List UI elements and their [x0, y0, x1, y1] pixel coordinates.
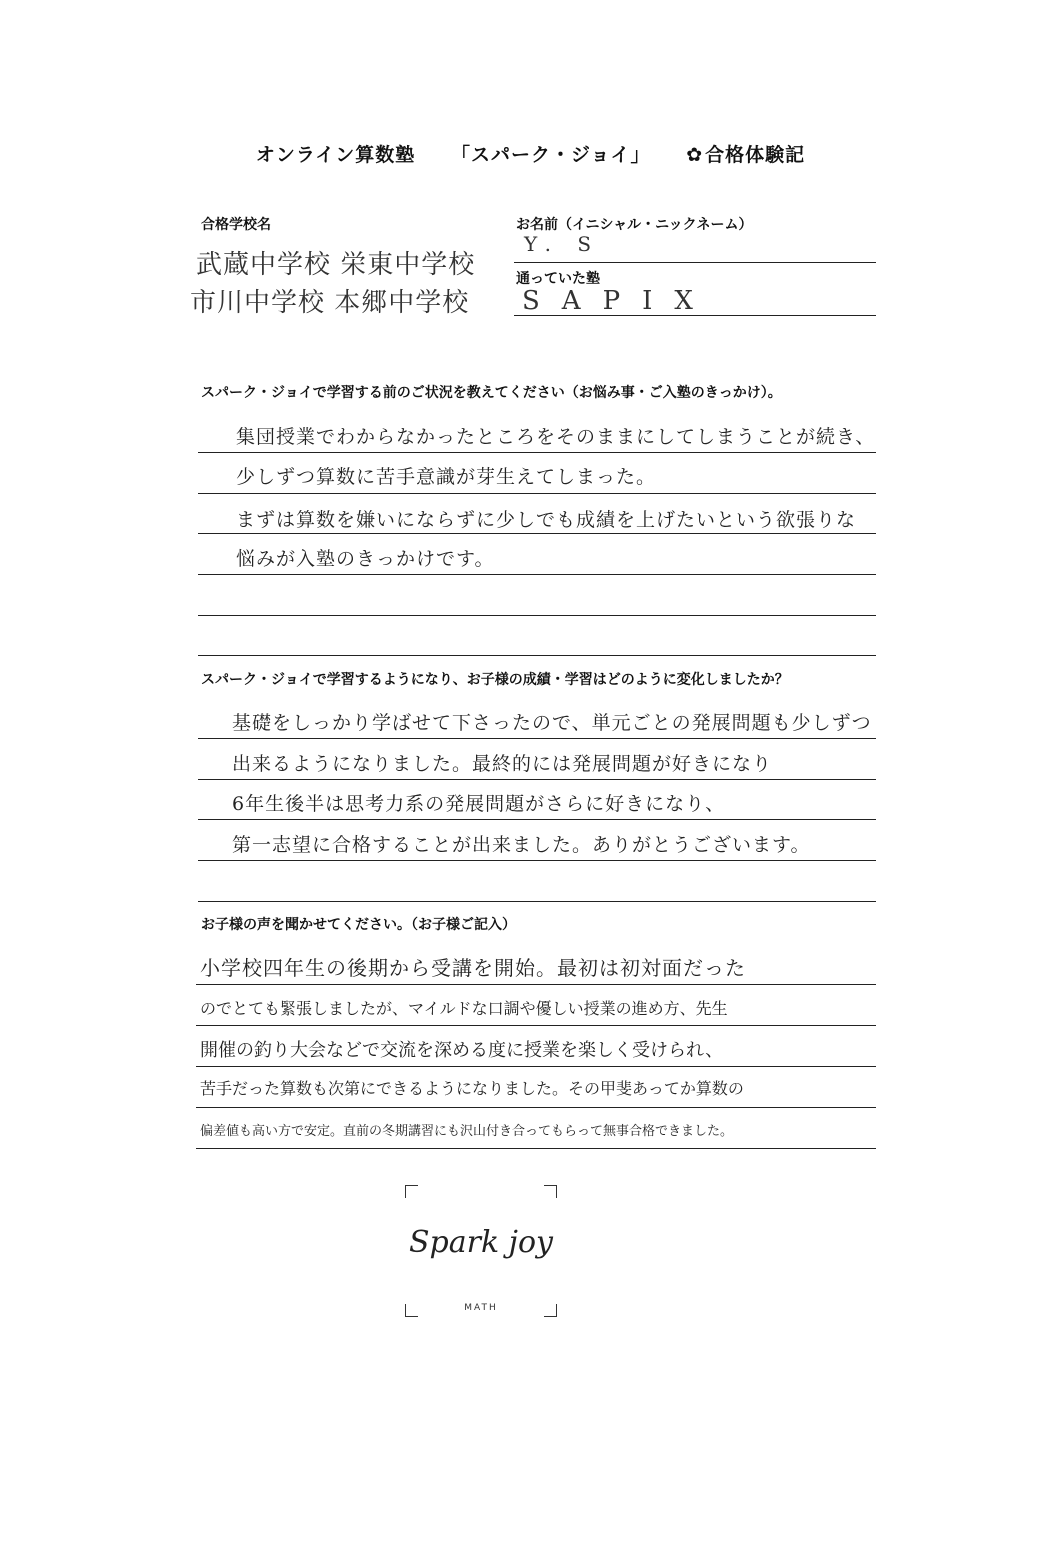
q3-rule-2	[196, 1025, 876, 1026]
school-label: 合格学校名	[201, 217, 271, 233]
logo-script-text: Spark joy	[408, 1225, 553, 1260]
q2-line-3: 6年生後半は思考力系の発展問題がさらに好きになり、	[232, 793, 726, 815]
q1-rule-2	[198, 493, 876, 494]
spark-joy-logo	[405, 1185, 557, 1317]
name-value: Y. S	[524, 232, 602, 256]
q3-rule-5	[196, 1148, 876, 1149]
q1-line-1: 集団授業でわからなかったところをそのままにしてしまうことが続き、	[236, 426, 876, 448]
q1-line-4: 悩みが入塾のきっかけです。	[236, 548, 495, 570]
title-brand: 「スパーク・ジョイ」	[450, 144, 651, 166]
juku-label: 通っていた塾	[516, 271, 600, 287]
school-line-1: 武蔵中学校 栄東中学校	[196, 250, 476, 280]
q3-line-4: 苦手だった算数も次第にできるようになりました。その甲斐あってか算数の	[200, 1079, 744, 1098]
q2-rule-3	[198, 819, 876, 820]
page-title	[0, 140, 1061, 167]
title-subject: ✿ 合格体験記	[686, 144, 806, 166]
q1-rule-1	[198, 452, 876, 453]
q1-rule-5	[198, 615, 876, 616]
q3-line-5: 偏差値も高い方で安定。直前の冬期講習にも沢山付き合ってもらって無事合格できました。	[200, 1124, 734, 1139]
name-rule	[514, 262, 876, 263]
q1-rule-3	[198, 533, 876, 534]
title-school-name: オンライン算数塾	[255, 144, 416, 166]
q1-rule-6	[198, 655, 876, 656]
juku-rule	[514, 315, 876, 316]
q2-rule-5	[198, 901, 876, 902]
q3-rule-3	[196, 1066, 876, 1067]
juku-value: SAPIX	[522, 286, 715, 316]
q1-label: スパーク・ジョイで学習する前のご状況を教えてください（お悩み事・ご入塾のきっかけ）。	[201, 385, 782, 401]
q3-line-1: 小学校四年生の後期から受講を開始。最初は初対面だった	[200, 956, 746, 980]
q1-line-2: 少しずつ算数に苦手意識が芽生えてしまった。	[236, 466, 657, 488]
q1-line-3: まずは算数を嫌いにならずに少しでも成績を上げたいという欲張りな	[236, 509, 857, 531]
school-line-2: 市川中学校 本郷中学校	[190, 288, 470, 318]
q2-line-2: 出来るようになりました。最終的には発展問題が好きになり	[232, 753, 773, 775]
q3-rule-1	[196, 984, 876, 985]
q3-line-2: のでとても緊張しましたが、マイルドな口調や優しい授業の進め方、先生	[200, 999, 728, 1018]
q2-rule-1	[198, 738, 876, 739]
logo-math-text: MATH	[464, 1303, 498, 1313]
q1-rule-4	[198, 574, 876, 575]
flower-icon: ✿	[686, 144, 704, 166]
q2-rule-4	[198, 860, 876, 861]
q2-line-1: 基礎をしっかり学ばせて下さったので、単元ごとの発展問題も少しずつ	[232, 712, 872, 734]
q2-rule-2	[198, 779, 876, 780]
name-label: お名前（イニシャル・ニックネーム）	[516, 217, 753, 233]
q3-line-3: 開催の釣り大会などで交流を深める度に授業を楽しく受けられ、	[200, 1040, 724, 1061]
q3-label: お子様の声を聞かせてください。（お子様ご記入）	[201, 917, 516, 933]
q2-line-4: 第一志望に合格することが出来ました。ありがとうございます。	[232, 834, 811, 856]
q3-rule-4	[196, 1107, 876, 1108]
q2-label: スパーク・ジョイで学習するようになり、お子様の成績・学習はどのように変化しましたか？	[201, 672, 789, 688]
